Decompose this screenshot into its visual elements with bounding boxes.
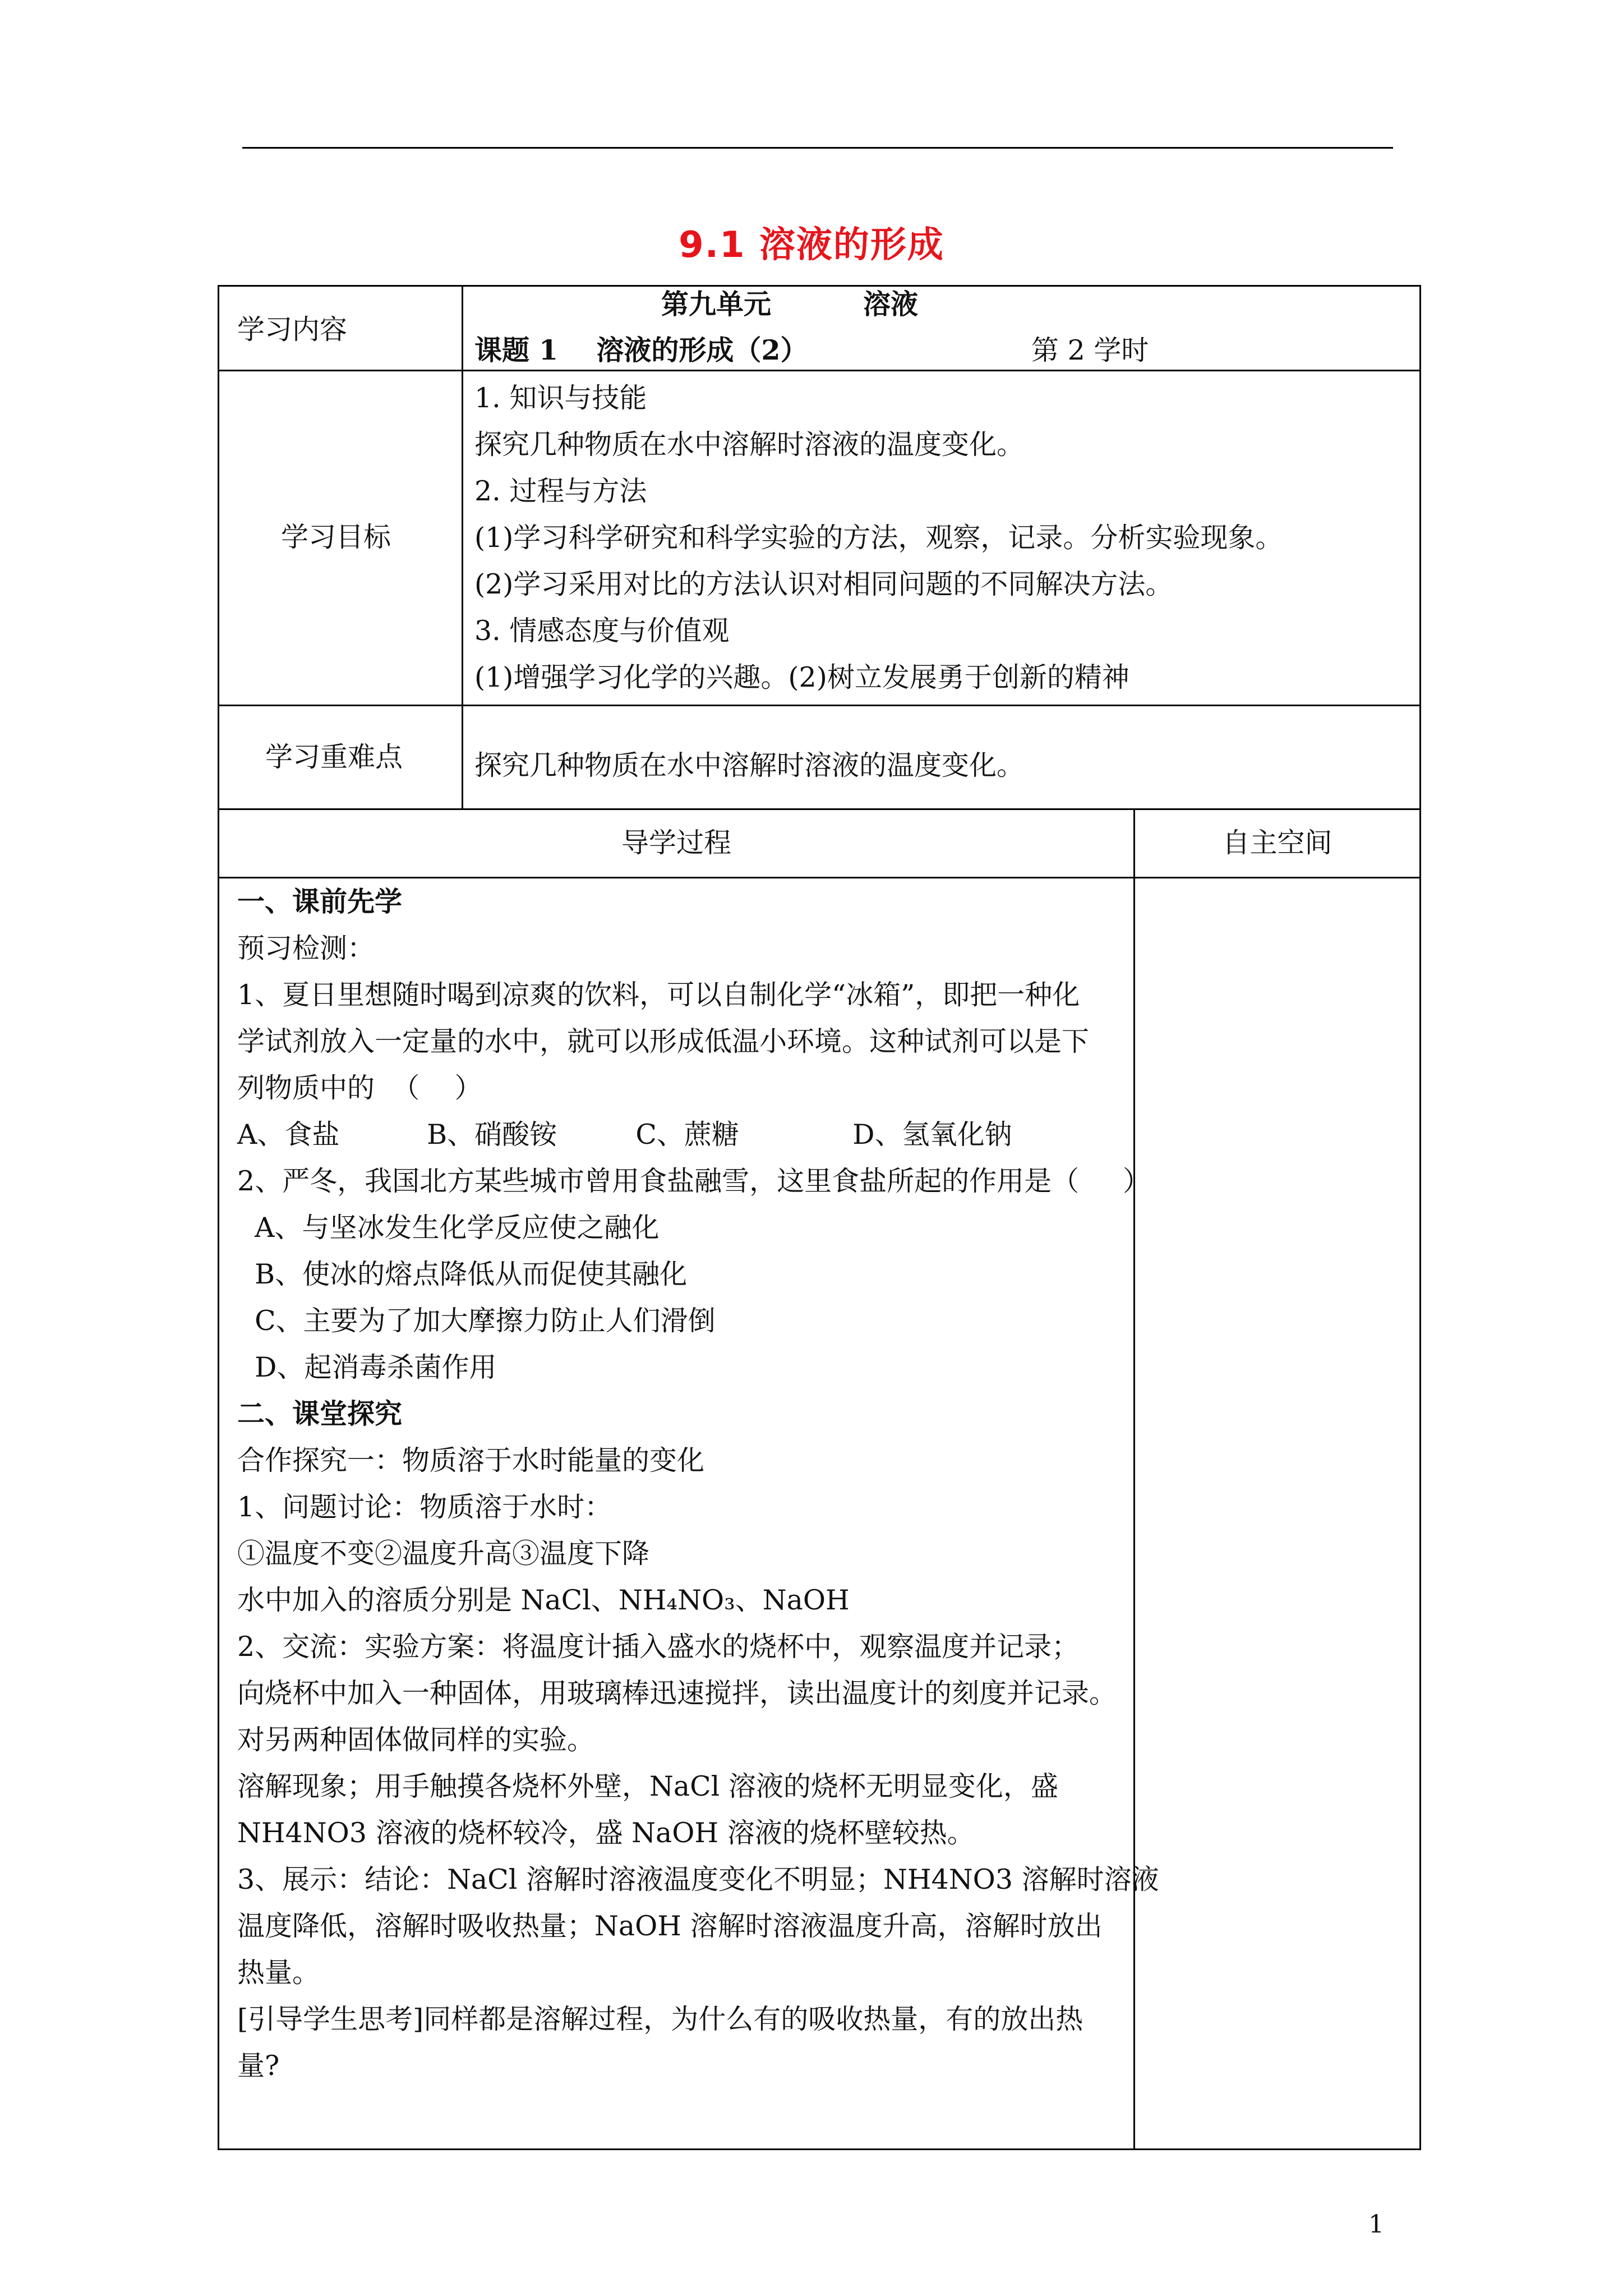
lesson-title: 课题 1 溶液的形成（2） [474,334,808,366]
choice-option: C、主要为了加大摩擦力防止人们滑倒 [237,1305,716,1337]
choice-options: A、食盐 B、硝酸铵 C、蔗糖 D、氢氧化钠 [237,1119,1012,1151]
objective-line: 1. 知识与技能 [474,382,647,414]
body-line: NH4NO3 溶液的烧杯较冷，盛 NaOH 溶液的烧杯壁较热。 [237,1817,975,1849]
objective-line: 探究几种物质在水中溶解时溶液的温度变化。 [474,429,1025,461]
body-line: 列物质中的 （ ） [237,1072,482,1104]
choice-option: D、起消毒杀菌作用 [237,1351,497,1383]
column-divider [462,287,463,808]
body-line: 预习检测： [237,932,375,964]
lesson-table [218,285,1421,2150]
row-divider [219,808,1419,810]
body-line: 1、问题讨论：物质溶于水时： [237,1491,612,1523]
body-line: 2、严冬，我国北方某些城市曾用食盐融雪，这里食盐所起的作用是（ ） [237,1165,1151,1197]
row-divider [219,705,1419,706]
body-line: 温度降低，溶解时吸收热量；NaOH 溶解时溶液温度升高，溶解时放出 [237,1910,1103,1942]
body-line: 热量。 [237,1957,320,1989]
objective-line: (1)增强学习化学的兴趣。(2)树立发展勇于创新的精神 [474,661,1129,693]
page-number: 1 [1368,2210,1384,2239]
row-label-content: 学习内容 [237,314,348,346]
objective-line: 2. 过程与方法 [474,475,647,507]
section-heading: 二、课堂探究 [237,1397,403,1430]
key-points-text: 探究几种物质在水中溶解时溶液的温度变化。 [474,749,1025,781]
process-header: 导学过程 [621,827,731,859]
body-line: [引导学生思考]同样都是溶解过程，为什么有的吸收热量，有的放出热 [237,2003,1083,2035]
row-divider [219,370,1419,371]
row-label-key-points: 学习重难点 [265,741,403,773]
choice-option: A、与坚冰发生化学反应使之融化 [237,1212,660,1244]
objectives-list [474,375,1283,701]
guided-process-body [237,878,1159,2089]
body-line: 3、展示：结论：NaCl 溶解时溶液温度变化不明显；NH4NO3 溶解时溶液 [237,1864,1159,1895]
section-heading: 一、课前先学 [237,885,403,918]
body-line: 水中加入的溶质分别是 NaCl、NH₄NO₃、NaOH [237,1584,850,1616]
body-line: 向烧杯中加入一种固体，用玻璃棒迅速搅拌，读出温度计的刻度并记录。 [237,1677,1117,1709]
body-line: 学试剂放入一定量的水中，就可以形成低温小环境。这种试剂可以是下 [237,1025,1090,1057]
body-line: 对另两种固体做同样的实验。 [237,1724,595,1756]
period-label: 第 2 学时 [1031,334,1149,366]
body-line: 合作探究一：物质溶于水时能量的变化 [237,1444,705,1476]
unit-label: 第九单元 [661,288,772,320]
body-line: 1、夏日里想随时喝到凉爽的饮料，可以自制化学“冰箱”，即把一种化 [237,979,1080,1011]
header-rule [242,147,1393,149]
row-label-objectives: 学习目标 [281,521,391,553]
choice-option: B、使冰的熔点降低从而促使其融化 [237,1258,688,1290]
body-line: ①温度不变②温度升高③温度下降 [237,1538,650,1570]
objective-line: (2)学习采用对比的方法认识对相同问题的不同解决方法。 [474,568,1173,600]
body-line: 2、交流：实验方案：将温度计插入盛水的烧杯中，观察温度并记录； [237,1631,1080,1663]
body-line: 溶解现象；用手触摸各烧杯外壁，NaCl 溶液的烧杯无明显变化，盛 [237,1770,1058,1802]
body-line: 量? [237,2050,280,2082]
objective-line: 3. 情感态度与价值观 [474,615,730,647]
unit-topic: 溶液 [863,288,919,320]
self-study-header: 自主空间 [1222,827,1332,859]
document-title: 9.1 溶液的形成 [679,224,944,266]
objective-line: (1)学习科学研究和科学实验的方法，观察，记录。分析实验现象。 [474,522,1283,554]
